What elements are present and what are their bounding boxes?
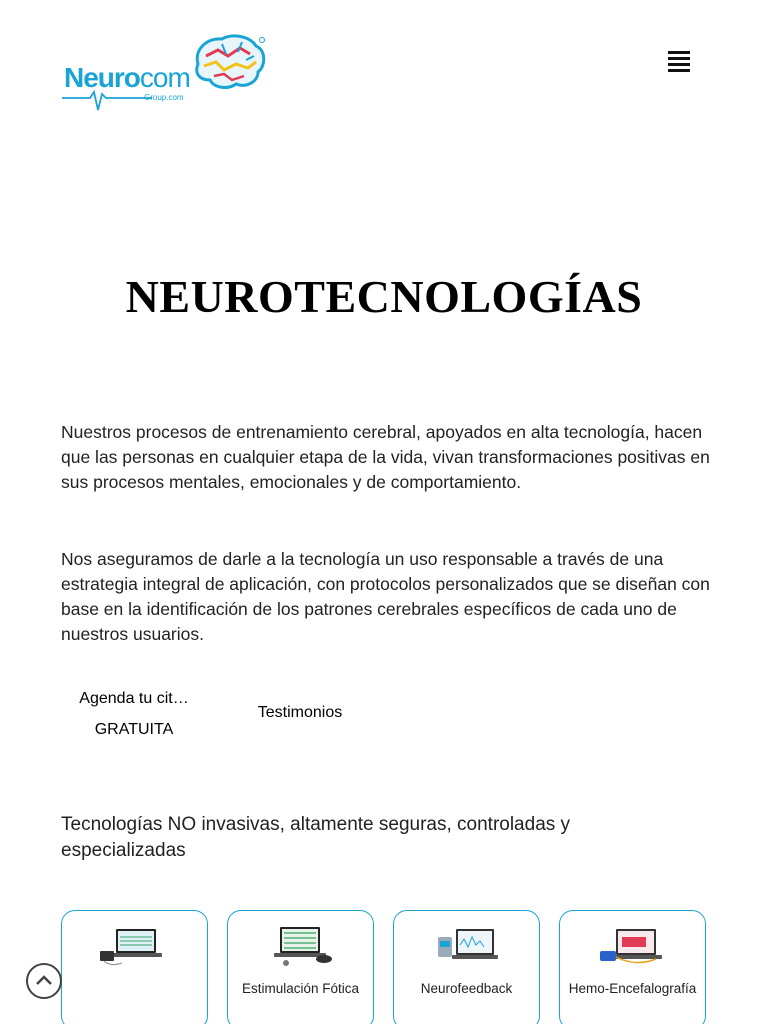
page-title: NEUROTECNOLOGÍAS [125, 271, 643, 322]
menu-bar [668, 63, 690, 66]
site-header [0, 0, 768, 120]
hamburger-menu-icon[interactable] [666, 48, 694, 76]
technology-card[interactable] [61, 910, 208, 1024]
menu-bar [668, 51, 690, 54]
heartbeat-line-icon [62, 90, 152, 112]
testimonials-button[interactable]: Testimonios [257, 704, 343, 721]
book-appointment-label: Agenda tu cit… [79, 690, 189, 707]
technology-card-label: Neurofeedback [420, 981, 513, 996]
eeg-laptop-icon [100, 925, 172, 969]
book-appointment-button[interactable] [64, 686, 204, 748]
neurocom-logo[interactable] [62, 34, 268, 114]
intro-paragraph-2: Nos aseguramos de darle a la tecnología un uso responsable a través de una estrategia integral de aplicación, con protocolos personalizados que se diseñan con base en la identificación de los patrones cerebrales específicos de cada uno de nuestros usuarios. [61, 549, 710, 644]
hemo-encephalography-device-icon [598, 925, 670, 969]
logo-word-neuro: Neuro [64, 62, 140, 93]
brain-logo-icon [188, 34, 266, 92]
technologies-subtitle: Tecnologías NO invasivas, altamente seguras, controladas y especializadas [61, 814, 571, 861]
chevron-up-circle-icon [32, 969, 56, 993]
neurofeedback-device-icon [432, 925, 504, 969]
menu-bar [668, 57, 690, 60]
logo-wordmark [64, 64, 190, 92]
technology-card-label: Estimulación Fótica [241, 981, 360, 996]
technology-card-neurofeedback[interactable] [393, 910, 540, 1024]
logo-word-com: com [139, 62, 190, 93]
intro-paragraph-1: Nuestros procesos de entrenamiento cerebral, apoyados en alta tecnología, hacen que las personas en cualquier etapa de la vida, vivan transformaciones positivas en sus procesos mentales, emocionales y de comportamiento. [61, 422, 710, 492]
technology-card-photic-stimulation[interactable] [227, 910, 374, 1024]
technology-cards [61, 910, 711, 1024]
photic-stimulation-device-icon [266, 925, 338, 969]
logo-group-text: Group.com [144, 93, 184, 102]
book-appointment-free-label: GRATUITA [94, 721, 174, 738]
technology-card-hemo-encephalography[interactable] [559, 910, 706, 1024]
technology-card-label: Hemo-Encefalografía [568, 981, 697, 996]
scroll-to-top-button[interactable] [26, 963, 62, 999]
menu-bar [668, 69, 690, 72]
